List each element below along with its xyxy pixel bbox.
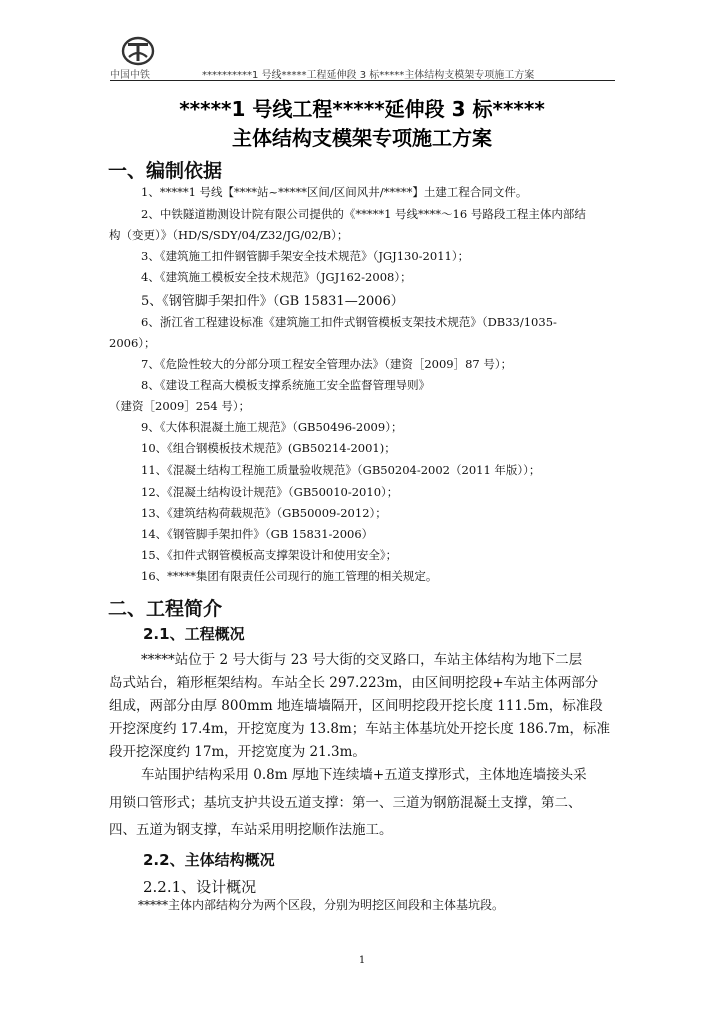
subsection-2-2-heading: 2.2、主体结构概况 <box>143 851 275 869</box>
overview-paragraph-line: 开挖深度约 17.4m，开挖宽度为 13.8m；车站主体基坑处开挖长度 186.7m，标准 <box>109 721 611 737</box>
basis-line: 6、浙江省工程建设标准《建筑施工扣件式钢管模板支架技术规范》（DB33/1035- <box>141 315 557 329</box>
basis-line: 2、中铁隧道勘测设计院有限公司提供的《*****1 号线****～16 号路段工程主体内部结 <box>141 207 586 221</box>
company-logo-icon <box>118 36 158 66</box>
basis-line: 11、《混凝土结构工程施工质量验收规范》（GB50204-2002（2011 年版））； <box>141 463 541 477</box>
basis-line: 5、《钢管脚手架扣件》（GB 15831—2006） <box>141 294 404 309</box>
subsection-2-2-1-heading: 2.2.1、设计概况 <box>143 878 257 896</box>
basis-line: 7、《危险性较大的分部分项工程安全管理办法》（建资［2009］87 号）； <box>141 357 513 371</box>
basis-line: 3、《建筑施工扣件钢管脚手架安全技术规范》（JGJ130-2011）； <box>141 249 470 263</box>
overview-paragraph-line: 段开挖深度约 17m，开挖宽度为 21.3m。 <box>109 744 366 760</box>
basis-line: （建资［2009］254 号）； <box>109 399 251 413</box>
logo-caption: 中国中铁 <box>110 70 150 81</box>
section-1-heading: 一、编制依据 <box>108 160 223 182</box>
design-overview-line: *****主体内部结构分为两个区段，分别为明挖区间段和主体基坑段。 <box>138 898 505 912</box>
basis-line: 8、《建设工程高大模板支撑系统施工安全监督管理导则》 <box>141 378 431 392</box>
overview-paragraph-line: 岛式站台，箱形框架结构。车站全长 297.223m，由区间明挖段+车站主体两部分 <box>109 675 599 691</box>
basis-line: 16、*****集团有限责任公司现行的施工管理的相关规定。 <box>141 569 438 583</box>
basis-line: 9、《大体积混凝土施工规范》（GB50496-2009）； <box>141 420 403 434</box>
document-title-line-2: 主体结构支模架专项施工方案 <box>232 126 492 150</box>
basis-line: 构（变更）》（HD/S/SDY/04/Z32/JG/02/B）； <box>109 228 349 242</box>
basis-line: 2006）； <box>109 336 156 350</box>
page-number: 1 <box>358 955 366 966</box>
section-2-heading: 二、工程简介 <box>108 598 223 620</box>
running-title: **********1 号线*****工程延伸段 3 标*****主体结构支模架专项施工方案 <box>202 70 535 81</box>
overview-paragraph-line: 用锁口管形式；基坑支护共设五道支撑：第一、三道为钢筋混凝土支撑，第二、 <box>109 795 582 811</box>
basis-line: 13、《建筑结构荷载规范》（GB50009-2012）； <box>141 506 387 520</box>
overview-paragraph-line: 车站围护结构采用 0.8m 厚地下连续墙+五道支撑形式，主体地连墙接头采 <box>141 767 587 783</box>
overview-paragraph-line: *****站位于 2 号大街与 23 号大街的交叉路口，车站主体结构为地下二层 <box>141 652 583 668</box>
basis-line: 4、《建筑施工模板安全技术规范》（JGJ162-2008）； <box>141 270 412 284</box>
basis-line: 14、《钢管脚手架扣件》（GB 15831-2006） <box>141 527 374 541</box>
basis-line: 10、《组合钢模板技术规范》(GB50214-2001)； <box>141 441 396 455</box>
overview-paragraph-line: 组成，两部分由厚 800mm 地连墙墙隔开，区间明挖段开挖长度 111.5m，标准段 <box>109 698 603 714</box>
basis-line: 12、《混凝土结构设计规范》（GB50010-2010）； <box>141 485 399 499</box>
basis-line: 1、*****1 号线【****站~*****区间/区间风井/*****】土建工程合同文件。 <box>141 185 528 199</box>
document-title-line-1: *****1 号线工程*****延伸段 3 标***** <box>179 97 545 121</box>
subsection-2-1-heading: 2.1、工程概况 <box>143 625 245 643</box>
page-header <box>110 36 615 81</box>
overview-paragraph-line: 四、五道为钢支撑，车站采用明挖顺作法施工。 <box>109 822 393 838</box>
basis-line: 15、《扣件式钢管模板高支撑架设计和使用安全》； <box>141 548 398 562</box>
